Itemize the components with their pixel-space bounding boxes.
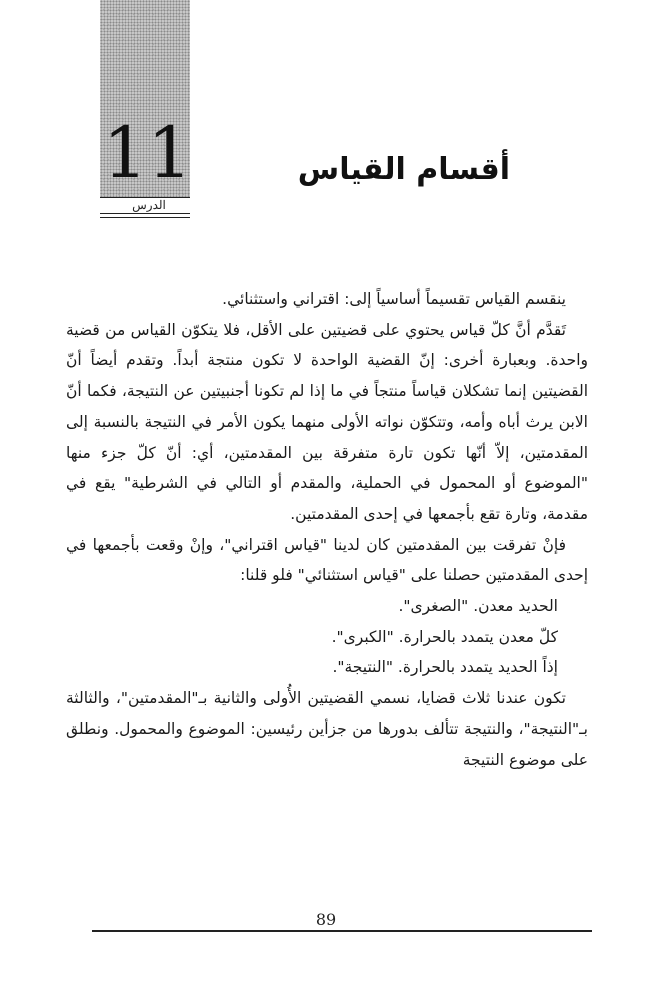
footer-rule <box>92 930 592 932</box>
lesson-number: 11 <box>103 112 193 194</box>
chapter-title: أقسام القياس <box>297 152 510 187</box>
paragraph-premises: تَقدَّم أنَّ كلّ قياس يحتوي على قضيتين على الأقل، فلا يتكوّن القياس من قضية واحدة. وبعبارة أخرى: إنّ القضية الواحدة لا تكون منتجة أبداً. وتقدم أيضاً أنّ القضيتين إنما تشكلان قياساً منتجاً في ما إذا لم تكونا أجنبيتين عن النتيجة، فكما أنّ الابن يرث أباه وأمه، وتتكوّن نواته الأولى منهما يكون الأمر في النتيجة بالنسبة إلى المقدمتين، إلاّ أنّها تكون تارة متفرقة بين المقدمتين، أي: أنّ كلّ جزء منها "الموضوع أو المحمول في الحملية، والمقدم أو التالي في الشرطية" يقع في مقدمة، وتارة تقع بأجمعها في إحدى المقدمتين. <box>66 320 588 523</box>
lesson-rule-2 <box>100 217 190 218</box>
lesson-label: الدرس <box>132 198 166 212</box>
paragraph-closing: تكون عندنا ثلاث قضايا، نسمي القضيتين الأُولى والثانية بـ"المقدمتين"، والثالثة بـ"النتيجة"، والنتيجة تتألف بدورها من جزأين رئيسين: الموضوع والمحمول. ونطلق على موضوع النتيجة <box>66 689 588 769</box>
example-conclusion: إذاً الحديد يتمدد بالحرارة. "النتيجة". <box>332 658 558 677</box>
example-major: كلّ معدن يتمدد بالحرارة. "الكبرى". <box>331 627 558 646</box>
page-number: 89 <box>315 910 337 929</box>
paragraph-intro: ينقسم القياس تقسيماً أساسياً إلى: اقتراني واستثنائي. <box>222 290 566 308</box>
lesson-rule-1 <box>100 213 190 214</box>
body-text <box>66 284 588 775</box>
paragraph-types: فإنْ تفرقت بين المقدمتين كان لدينا "قياس اقتراني"، وإنْ وقعت بأجمعها في إحدى المقدمتين حصلنا على "قياس استثنائي" فلو قلنا: <box>66 535 588 585</box>
example-minor: الحديد معدن. "الصغرى". <box>398 597 558 616</box>
